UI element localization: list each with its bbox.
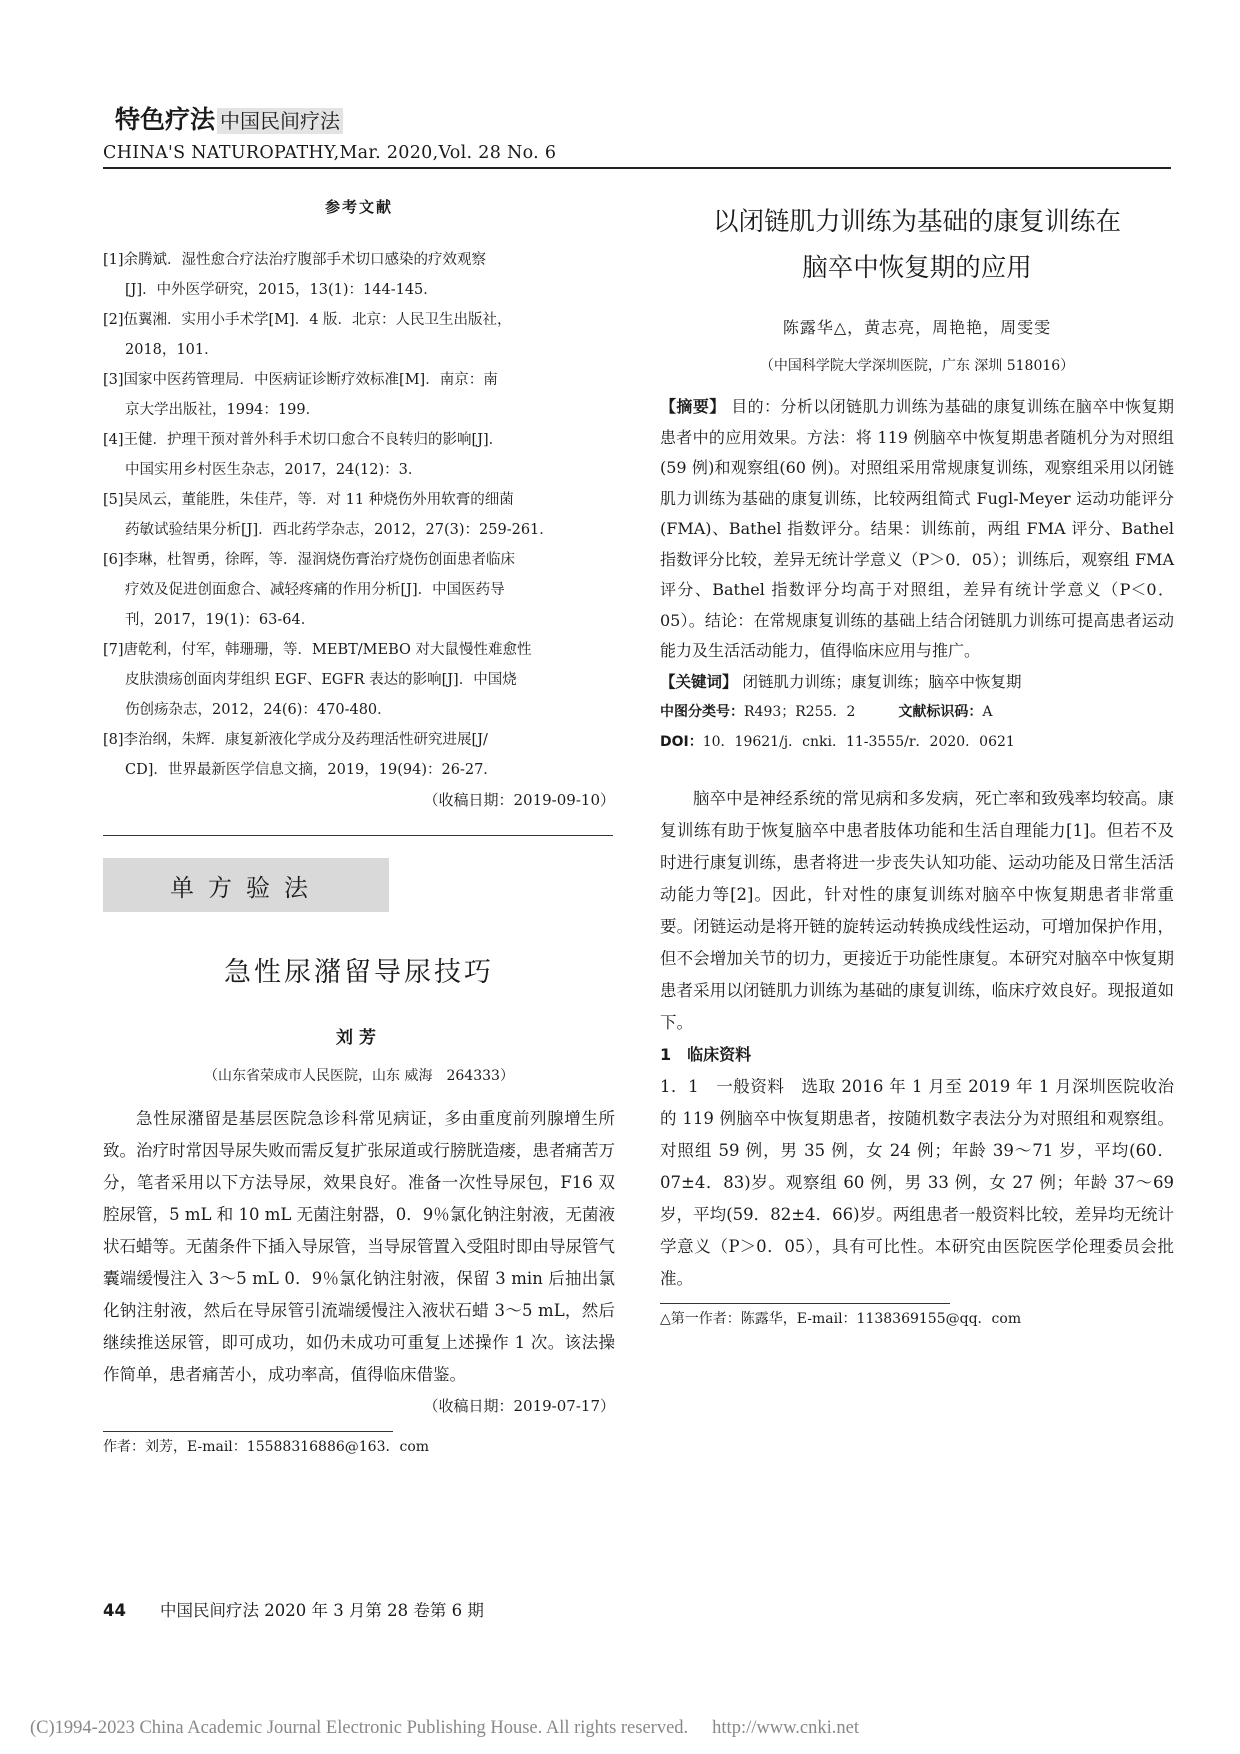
- abstract-label: 【摘要】: [660, 397, 726, 416]
- right-column: [660, 196, 1174, 1334]
- reference-item: [2]伍翼湘．实用小手术学[M]．4 版．北京：人民卫生出版社， 2018，101．: [103, 312, 512, 358]
- keywords: [660, 667, 1174, 697]
- article-title: 急性尿潴留导尿技巧: [224, 957, 494, 988]
- clc-value: R493；R255．2: [744, 703, 856, 720]
- article-title-line: 以闭链肌力训练为基础的康复训练在: [712, 207, 1121, 237]
- article-affiliation: （山东省荣成市人民医院，山东 威海 264333）: [204, 1068, 514, 1084]
- clc-label: 中图分类号：: [660, 703, 744, 720]
- issue-info: 中国民间疗法 2020 年 3 月第 28 卷第 6 期: [159, 1601, 484, 1620]
- received-date: （收稿日期：2019-09-10）: [423, 791, 615, 809]
- article-title-line: 脑卒中恢复期的应用: [802, 253, 1032, 283]
- reference-item: [6]李琳，杜智勇，徐晖，等．湿润烧伤膏治疗烧伤创面患者临床 疗效及促进创面愈合、减轻疼痛的作用分析[J]．中国医药导 刊，2017，19(1)：63-64．: [103, 552, 516, 628]
- article-author: 刘芳: [336, 1028, 382, 1048]
- received-date: （收稿日期：2019-07-17）: [423, 1397, 615, 1415]
- section-label: 单方验法: [103, 858, 389, 912]
- section-heading: 1 临床资料: [660, 1044, 752, 1064]
- left-column: [103, 196, 615, 1462]
- page-number: 44: [103, 1601, 126, 1620]
- doi-value: 10．19621/j．cnki．11-3555/r．2020．0621: [702, 733, 1015, 750]
- reference-item: [5]吴凤云，董能胜，朱佳芹，等．对 11 种烧伤外用软膏的细菌 药敏试验结果分析[J]．西北药学杂志，2012，27(3)：259-261．: [103, 492, 554, 538]
- reference-item: [7]唐乾利，付军，韩珊珊，等．MEBT/MEBO 对大鼠慢性难愈性 皮肤溃疡创面肉芽组织 EGF、EGFR 表达的影响[J]．中国烧 伤创疡杂志，2012，24(6)：470-480．: [103, 642, 532, 718]
- doc-code-value: A: [982, 703, 993, 720]
- reference-item: [8]李治纲，朱辉．康复新液化学成分及药理活性研究进展[J/ CD]．世界最新医学信息文摘，2019，19(94)：26-27．: [103, 732, 498, 778]
- journal-title-en: CHINA'S NATUROPATHY,Mar. 2020,Vol. 28 No. 6: [103, 143, 557, 163]
- journal-title-main: 特色疗法: [115, 105, 216, 134]
- article-authors: 陈露华△，黄志亮，周艳艳，周雯雯: [782, 318, 1052, 337]
- article-affiliation: （中国科学院大学深圳医院，广东 深圳 518016）: [759, 358, 1075, 374]
- section-body: 1．1 一般资料 选取 2016 年 1 月至 2019 年 1 月深圳医院收治的 119 例脑卒中恢复期患者，按随机数字表法分为对照组和观察组。对照组 59 例，男 35 例，女 24 例；年龄 39～71 岁，平均(60．07±4．83)岁。观察组 60 例，男 33 例，女 27 例；年龄 37～69 岁，平均(59．82±4．66)岁。两组患者一般资料比较，差异均无统计学意义（P＞0．05），具有可比性。本研究由医院医学伦理委员会批准。: [660, 1076, 1174, 1288]
- reference-item: [1]余腾斌．湿性愈合疗法治疗腹部手术切口感染的疗效观察 [J]．中外医学研究，2015，13(1)：144-145．: [103, 252, 487, 298]
- section-divider: [103, 835, 613, 836]
- copyright-notice: (C)1994-2023 China Academic Journal Electronic Publishing House. All rights reserved.: [30, 1718, 689, 1738]
- copyright-url[interactable]: http://www.cnki.net: [712, 1718, 859, 1738]
- doi: [660, 727, 1174, 757]
- abstract-text: 目的：分析以闭链肌力训练为基础的康复训练在脑卒中恢复期患者中的应用效果。方法：将 119 例脑卒中恢复期患者随机分为对照组(59 例)和观察组(60 例)。对照组采用常规康复训练，观察组采用以闭链肌力训练为基础的康复训练，比较两组简式 Fugl-Meyer 运动功能评分(FMA)、Bathel 指数评分。结果：训练前，两组 FMA 评分、Bathel 指数评分比较，差异无统计学意义（P＞0．05）；训练后，观察组 FMA 评分、Bathel 指数评分均高于对照组，差异有统计学意义（P＜0．05）。结论：在常规康复训练的基础上结合闭链肌力训练可提高患者运动能力及生活活动能力，值得临床应用与推广。: [660, 397, 1174, 660]
- page-footer: [103, 1597, 484, 1621]
- abstract: [660, 392, 1174, 667]
- reference-list: [103, 245, 615, 785]
- keywords-label: 【关键词】: [660, 672, 738, 691]
- journal-title-sub: 中国民间疗法: [217, 108, 343, 134]
- doi-label: DOI：: [660, 733, 703, 750]
- article-intro: 脑卒中是神经系统的常见病和多发病，死亡率和致残率均较高。康复训练有助于恢复脑卒中患者肢体功能和生活自理能力[1]。但若不及时进行康复训练，患者将进一步丧失认知功能、运动功能及日常生活活动能力等[2]。因此，针对性的康复训练对脑卒中恢复期患者非常重要。闭链运动是将开链的旋转运动转换成线性运动，可增加保护作用，但不会增加关节的切力，更接近于功能性康复。本研究对脑卒中恢复期患者采用以闭链肌力训练为基础的康复训练，临床疗效良好。现报道如下。: [660, 788, 1174, 1032]
- reference-item: [4]王健．护理干预对普外科手术切口愈合不良转归的影响[J]． 中国实用乡村医生杂志，2017，24(12)：3．: [103, 432, 504, 478]
- author-footnote: △第一作者：陈露华，E-mail：1138369155@qq．com: [660, 1310, 1022, 1327]
- keywords-text: 闭链肌力训练；康复训练；脑卒中恢复期: [742, 672, 1022, 691]
- article-body: 急性尿潴留是基层医院急诊科常见病证，多由重度前列腺增生所致。治疗时常因导尿失败而需反复扩张尿道或行膀胱造瘘，患者痛苦万分，笔者采用以下方法导尿，效果良好。准备一次性导尿包，F16 双腔尿管，5 mL 和 10 mL 无菌注射器，0．9％氯化钠注射液，无菌液状石蜡等。无菌条件下插入导尿管，当导尿管置入受阻时即由导尿管气囊端缓慢注入 3～5 mL 0．9％氯化钠注射液，保留 3 min 后抽出氯化钠注射液，然后在导尿管引流端缓慢注入液状石蜡 3～5 mL，然后继续推送尿管，即可成功，如仍未成功可重复上述操作 1 次。该法操作简单，患者痛苦小，成功率高，值得临床借鉴。: [103, 1109, 615, 1384]
- copyright-line: [30, 1718, 883, 1739]
- article-title: [660, 199, 1174, 291]
- author-footnote: 作者：刘芳，E-mail：15588316886@163．com: [103, 1439, 430, 1455]
- header-divider: [103, 167, 1171, 169]
- journal-title-cn: [115, 100, 343, 136]
- classification: [660, 697, 1174, 727]
- doc-code-label: 文献标识码：: [898, 703, 983, 720]
- reference-item: [3]国家中医药管理局．中医病证诊断疗效标准[M]．南京：南 京大学出版社，1994：199．: [103, 372, 498, 418]
- references-heading: 参考文献: [324, 198, 393, 216]
